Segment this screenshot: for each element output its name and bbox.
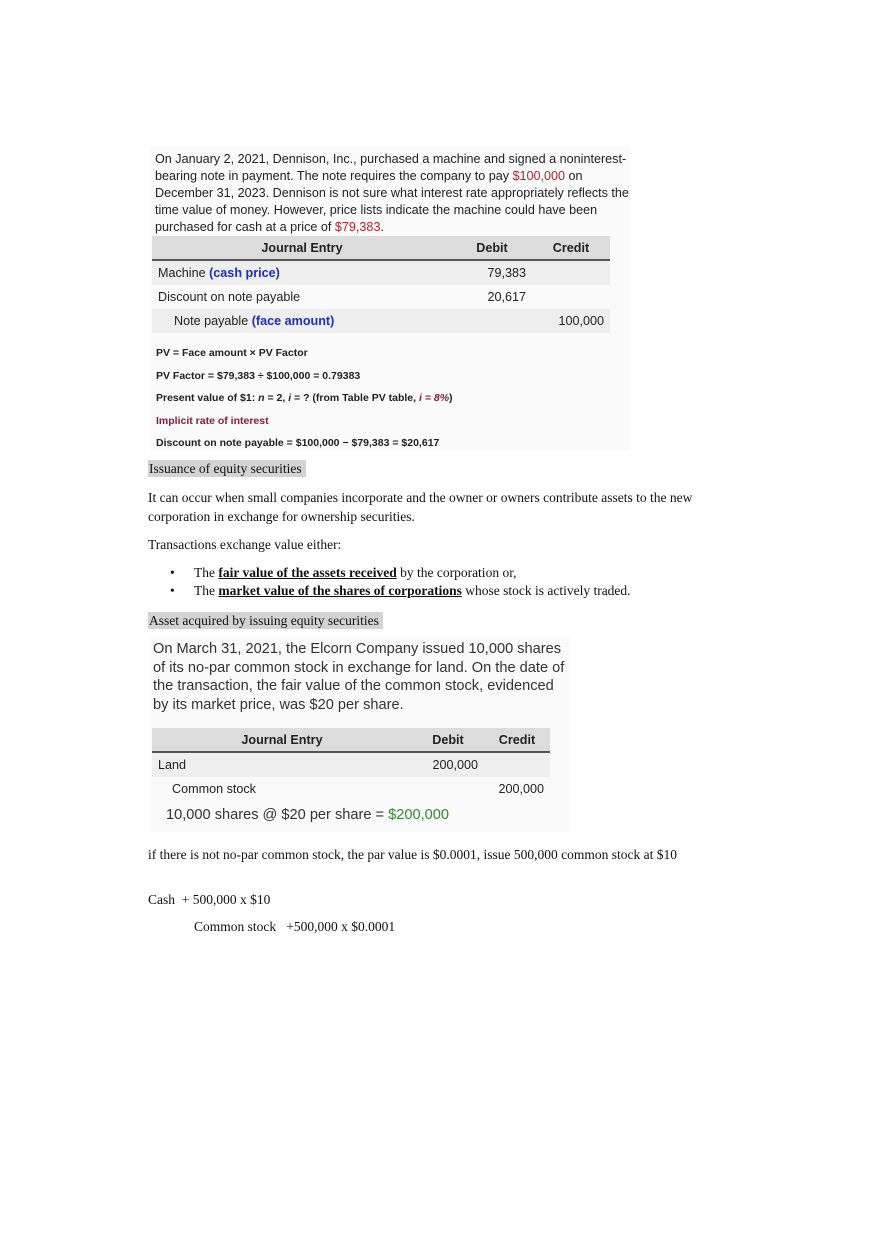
credit-cell	[532, 260, 610, 285]
col-credit: Credit	[532, 236, 610, 260]
example-dennison-figure	[150, 146, 630, 450]
credit-cell	[484, 752, 550, 777]
bullet-glyph: •	[170, 565, 175, 580]
pv-formulas	[156, 342, 453, 455]
table-row	[152, 260, 610, 285]
col-debit: Debit	[412, 728, 484, 752]
account-name: Land	[152, 752, 412, 777]
elcorn-journal-table	[152, 728, 550, 801]
issuance-paragraph: It can occur when small companies incorporate and the owner or owners contribute assets to the new corporation in exchange for ownership securities.	[148, 490, 693, 524]
account-note: (face amount)	[251, 314, 335, 328]
col-credit: Credit	[484, 728, 550, 752]
interest-result: i = 8%	[418, 392, 450, 404]
debit-cell	[412, 777, 484, 801]
calc-total: $200,000	[388, 807, 449, 823]
cash-price-value: $79,383	[334, 220, 381, 234]
table-row	[152, 752, 550, 777]
debit-cell: 200,000	[412, 752, 484, 777]
elcorn-problem-text: On March 31, 2021, the Elcorn Company issued 10,000 shares of its no-par common stock in exchange for land. On the date of the transaction, the fair value of the common stock, evidenced by its market price, was $20 per share.	[153, 641, 565, 713]
example-elcorn-figure	[150, 636, 570, 832]
account-name: Machine	[158, 266, 206, 280]
exchange-value-list	[170, 564, 631, 600]
list-item: • The fair value of the assets received by the corporation or,	[170, 565, 517, 580]
credit-cell: 200,000	[498, 782, 544, 796]
common-stock-entry-line: Common stock +500,000 x $0.0001	[194, 919, 396, 934]
dennison-journal-table	[152, 236, 610, 333]
debit-cell: 20,617	[487, 290, 526, 304]
col-debit: Debit	[452, 236, 532, 260]
exchange-value-paragraph: Transactions exchange value either:	[148, 537, 342, 552]
pv-formula: PV = Face amount × PV Factor	[156, 347, 308, 359]
share-calculation: 10,000 shares @ $20 per share = $200,000	[166, 807, 449, 823]
section-heading-issuance: Issuance of equity securities	[148, 460, 306, 477]
implicit-rate-label: Implicit rate of interest	[156, 414, 269, 427]
list-item: • The market value of the shares of corporations whose stock is actively traded.	[170, 583, 631, 598]
table-row	[152, 285, 610, 309]
discount-formula: Discount on note payable = $100,000 − $79,383 = $20,617	[156, 437, 440, 449]
table-row	[152, 309, 610, 333]
account-note: (cash price)	[209, 266, 280, 280]
par-value-note: if there is not no-par common stock, the par value is $0.0001, issue 500,000 common stock at $10	[148, 847, 678, 862]
table-row	[152, 777, 550, 801]
bullet-glyph: •	[170, 583, 175, 598]
account-name: Note payable	[174, 314, 249, 328]
pv-factor-formula: PV Factor = $79,383 ÷ $100,000 = 0.79383	[156, 369, 361, 382]
col-journal-entry: Journal Entry	[152, 728, 412, 752]
debit-cell: 79,383	[452, 260, 532, 285]
section-heading-asset-acquired: Asset acquired by issuing equity securities	[148, 612, 383, 629]
account-name: Discount on note payable	[158, 290, 301, 304]
cash-entry-line: Cash + 500,000 x $10	[148, 892, 271, 907]
present-value-line: Present value of $1: n = 2, i = ? (from Table PV table, i = 8%)	[156, 392, 453, 404]
face-amount-value: $100,000	[512, 169, 566, 183]
dennison-problem-text: On January 2, 2021, Dennison, Inc., purchased a machine and signed a noninterest-bearing note in payment. The note requires the company to pay $100,000 on December 31, 2023. Dennison is not sure what interest rate appropriately reflects the time value of money. However, price lists indicate the machine could have been purchased for cash at a price of $79,383.	[155, 152, 629, 234]
credit-cell	[532, 285, 610, 309]
col-journal-entry: Journal Entry	[152, 236, 452, 260]
account-name: Common stock	[172, 782, 256, 796]
debit-cell	[452, 309, 532, 333]
credit-cell: 100,000	[532, 309, 610, 333]
